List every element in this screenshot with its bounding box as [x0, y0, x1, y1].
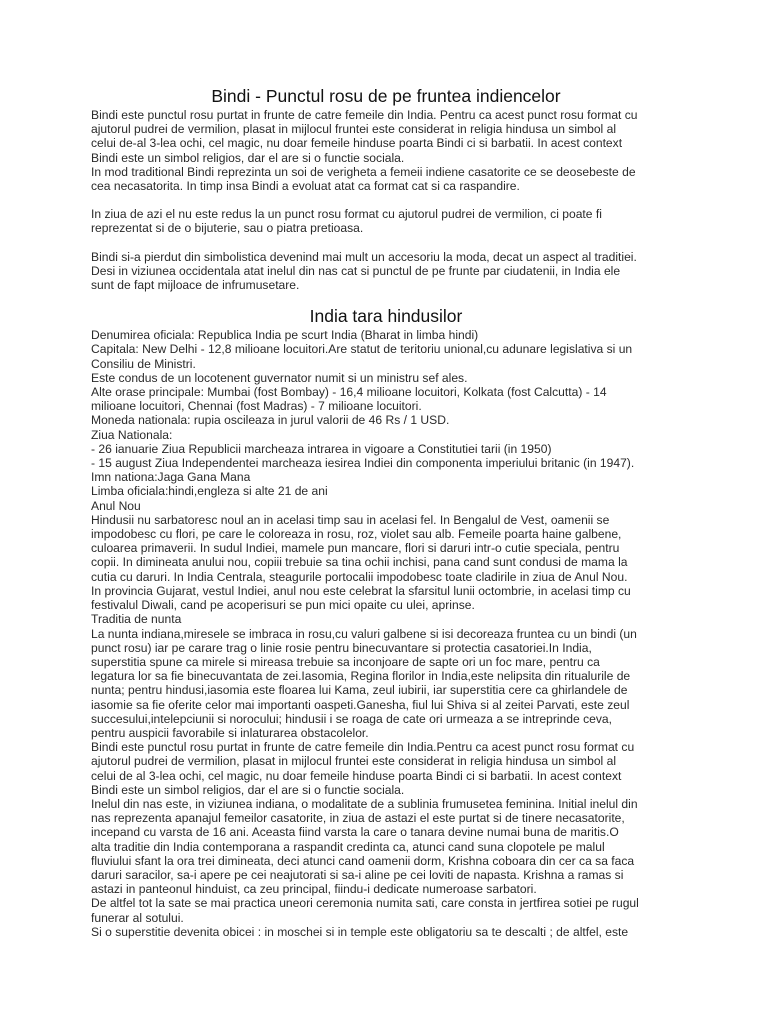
document-page: [91, 84, 681, 939]
paragraph-gap: [91, 292, 681, 300]
paragraph-gap: [91, 236, 681, 250]
paragraph-bindi-intro: Bindi este punctul rosu purtat in frunte de catre femeile din India. Pentru ca acest punct rosu format cu ajutorul pudrei de vermilion, plasat in mijlocul fruntei este considerat in religia hindusa un simbol al celui de-al 3-lea ochi, cel magic, nu doar femeile hinduse poarta Bindi ci si barbatii. In acest context Bindi este un simbol religios, dar el are si o functie sociala. In mod traditional Bindi reprezinta un soi de verigheta a femeii indiene casatorite ce se deosebeste de cea necasatorita. In timp insa Bindi a evoluat atat ca format cat si ca raspandire.: [91, 108, 638, 194]
paragraph-india-facts: Denumirea oficiala: Republica India pe scurt India (Bharat in limba hindi) Capitala: New Delhi - 12,8 milioane locuitori.Are statut de teritoriu unional,cu adunare legislativa si un Consiliu de Ministri. Este condus de un locotenent guvernator numit si un ministru sef ales. Alte orase principale: Mumbai (fost Bombay) - 16,4 milioane locuitori, Kolkata (fost Calcutta) - 14 milioane locuitori, Chennai (fost Madras) - 7 milioane locuitori. Moneda nationala: rupia oscileaza in jurul valorii de 46 Rs / 1 USD. Ziua Nationala: - 26 ianuarie Ziua Republicii marcheaza intrarea in vigoare a Constitutiei tarii (in 1950) - 15 august Ziua Independentei marcheaza iesirea Indiei din componenta imperiului britanic (in 1947). Imn nationa:Jaga Gana Mana Limba oficiala:hindi,engleza si alte 21 de ani Anul Nou Hindusii nu sarbatoresc noul an in acelasi timp sau in acelasi fel. In Bengalul de Vest, oamenii se impodobesc cu flori, pe care le coloreaza in rosu, roz, violet sau alb. Femeile poarta haine galbene, culoarea primaverii. In sudul Indiei, mamele pun mancare, flori si daruri intr-o cutie speciala, pentru copii. In dimineata anului nou, copiii trebuie sa tina ochii inchisi, pana cand sunt condusi de mama la cutia cu daruri. In India Centrala, steagurile portocalii impodobesc toate cladirile in ziua de Anul Nou. In provincia Gujarat, vestul Indiei, anul nou este celebrat la sfarsitul lunii octombrie, in acelasi timp cu festivalul Diwali, cand pe acoperisuri se pun mici opaite cu ulei, aprinse. Traditia de nunta La nunta indiana,miresele se imbraca in rosu,cu valuri galbene si isi decoreaza fruntea cu un bindi (un punct rosu) iar pe carare trag o linie rosie pentru binecuvantare si protectia casatoriei.In India, superstitia spune ca mirele si mireasa trebuie sa inconjoare de sapte ori un foc mare, pentru ca legatura lor sa fie binecuvantata de zei.Iasomia, Regina florilor in India,este nelipsita din ritualurile de nunta; pentru hindusi,iasomia este floarea lui Kama, zeul iubirii, iar superstitia cere ca ghirlandele de iasomie sa fie oferite celor mai importanti oaspeti.Ganesha, fiul lui Shiva si al zeitei Parvati, este zeul succesului,intelepciunii si norocului; hindusii i se roaga de cate ori urmeaza a se intreprinde ceva, pentru auspicii favorabile si inlaturarea obstacolelor. Bindi este punctul rosu purtat in frunte de catre femeile din India.Pentru ca acest punct rosu format cu ajutorul pudrei de vermilion, plasat in mijlocul fruntei este considerat in religia hindusa un simbol al celui de al 3-lea ochi, cel magic, nu doar femeile hinduse poarta Bindi ci si barbatii. In acest context Bindi este un simbol religios, dar el are si o functie sociala. Inelul din nas este, in viziunea indiana, o modalitate de a sublinia frumusetea feminina. Initial inelul din nas reprezenta apanajul femeilor casatorite, in ziua de astazi el este purtat si de tinere necasatorite, incepand cu varsta de 16 ani. Aceasta fiind varsta la care o tanara devine numai buna de maritis.O alta traditie din India contemporana a raspandit credinta ca, atunci cand suna clopotele pe malul fluviului sfant la ora trei dimineata, deci atunci cand oamenii dorm, Krishna coboara din cer ca sa faca daruri saracilor, sa-i apere pe cei neajutorati si sa-i aline pe cei loviti de napasta. Krishna a ramas si astazi in panteonul hinduist, ca zeu principal, fiindu-i dedicate numeroase sarbatori. De altfel tot la sate se mai practica uneori ceremonia numita sati, care consta in jertfirea sotiei pe rugul funerar al sotului. Si o superstitie devenita obicei : in moschei si in temple este obligatoriu sa te descalti ; de altfel, este: [91, 328, 639, 939]
paragraph-gap: [91, 193, 681, 207]
section-title-india: India tara hindusilor: [309, 306, 463, 327]
document-title: Bindi - Punctul rosu de pe fruntea indiencelor: [211, 86, 561, 106]
paragraph-bindi-fashion: Bindi si-a pierdut din simbolistica devenind mai mult un accesoriu la moda, decat un aspect al traditiei. Desi in viziunea occidentala atat inelul din nas cat si punctul de pe frunte par ciudatenii, in India ele sunt de fapt mijloace de infrumusetare.: [91, 249, 637, 293]
paragraph-bindi-today: In ziua de azi el nu este redus la un punct rosu format cu ajutorul pudrei de vermilion, ci poate fi reprezentat si de o bijuterie, sau o piatra pretioasa.: [91, 207, 602, 236]
